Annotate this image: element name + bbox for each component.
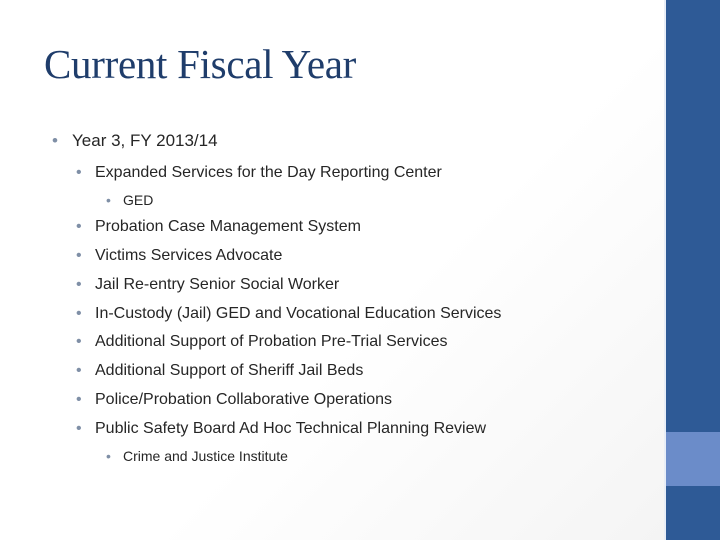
bullet-icon: •: [106, 192, 111, 208]
bullet-level3-cji: Crime and Justice Institute: [123, 448, 288, 464]
bullet-icon: •: [76, 276, 82, 293]
bullet-level1-year: Year 3, FY 2013/14: [72, 131, 218, 150]
sidebar-accent-block: [666, 432, 720, 486]
bullet-icon: •: [76, 164, 82, 181]
bullet-level2-item: Jail Re-entry Senior Social Worker: [95, 276, 340, 293]
bullet-level2-item: Police/Probation Collaborative Operations: [95, 391, 393, 408]
bullet-level2-item: Additional Support of Sheriff Jail Beds: [95, 362, 364, 379]
bullet-level2-item: In-Custody (Jail) GED and Vocational Education Services: [95, 305, 502, 322]
bullet-level2-day-reporting: Expanded Services for the Day Reporting Center: [95, 164, 442, 181]
bullet-icon: •: [76, 333, 82, 350]
bullet-level2-item: Public Safety Board Ad Hoc Technical Planning Review: [95, 420, 487, 437]
bullet-icon: •: [106, 448, 111, 464]
bullet-level2-item: Probation Case Management System: [95, 218, 361, 235]
bullet-icon: •: [76, 420, 82, 437]
bullet-icon: •: [76, 362, 82, 379]
bullet-icon: •: [76, 247, 82, 264]
bullet-icon: •: [52, 131, 58, 150]
slide-title: Current Fiscal Year: [44, 41, 357, 87]
bullet-icon: •: [76, 218, 82, 235]
bullet-level2-item: Victims Services Advocate: [95, 247, 283, 264]
bullet-icon: •: [76, 305, 82, 322]
bullet-icon: •: [76, 391, 82, 408]
bullet-level2-item: Additional Support of Probation Pre-Trial Services: [95, 333, 448, 350]
bullet-level3-ged: GED: [123, 192, 154, 208]
